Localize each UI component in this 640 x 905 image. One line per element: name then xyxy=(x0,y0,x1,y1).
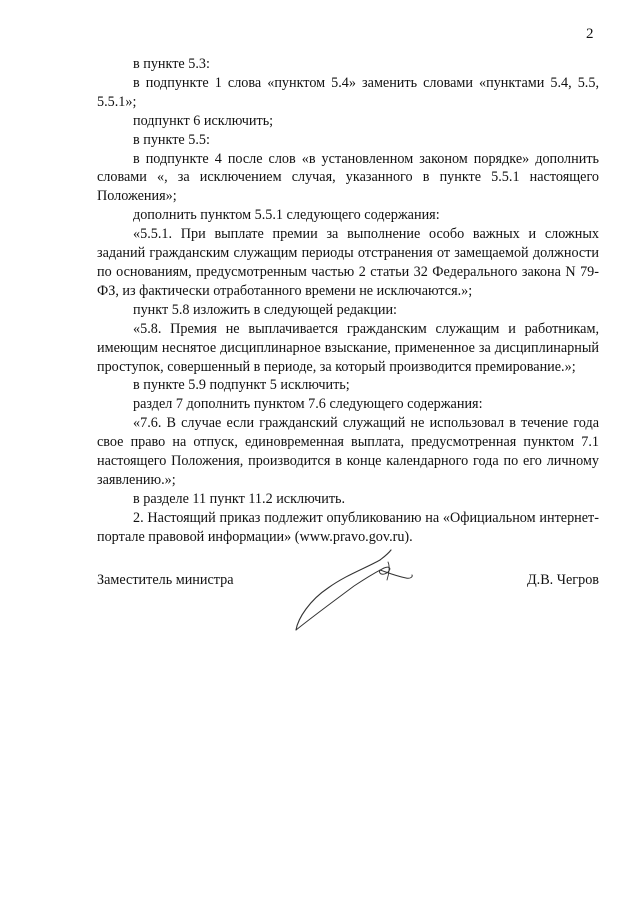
document-body xyxy=(97,55,599,547)
paragraph: в подпункте 4 после слов «в установленном законом порядке» дополнить словами «, за исключением случая, указанного в пункте 5.5.1 настоящего Положения»; xyxy=(97,150,599,205)
signer-title: Заместитель министра xyxy=(97,572,234,588)
paragraph: в пункте 5.9 подпункт 5 исключить; xyxy=(133,377,350,394)
handwritten-signature xyxy=(288,548,418,638)
signer-name: Д.В. Чегров xyxy=(526,572,599,588)
paragraph: в пункте 5.3: xyxy=(133,56,210,72)
page-number: 2 xyxy=(586,26,594,42)
paragraph: «7.6. В случае если гражданский служащий не использовал в течение года свое право на отпуск, единовременная выплата, предусмотренная пунктом 7.1 настоящего Положения, производится в конце календарного года по его личному заявлению.»; xyxy=(97,415,599,488)
paragraph: подпункт 6 исключить; xyxy=(133,112,274,129)
paragraph: «5.5.1. При выплате премии за выполнение особо важных и сложных заданий гражданским служащим периоды отстранения от замещаемой должности по основаниям, предусмотренным частью 2 статьи 32 Федерального закона N 79-ФЗ, из фактически отработанного времени не исключаются.»; xyxy=(97,226,599,299)
paragraph: в разделе 11 пункт 11.2 исключить. xyxy=(133,490,346,507)
paragraph: 2. Настоящий приказ подлежит опубликованию на «Официальном интернет-портале правовой информации» (www.pravo.gov.ru). xyxy=(97,509,599,545)
paragraph: пункт 5.8 изложить в следующей редакции: xyxy=(133,301,397,318)
paragraph: раздел 7 дополнить пунктом 7.6 следующего содержания: xyxy=(133,396,483,413)
paragraph: в подпункте 1 слова «пунктом 5.4» заменить словами «пунктами 5.4, 5.5, 5.5.1»; xyxy=(97,74,599,110)
paragraph: дополнить пунктом 5.5.1 следующего содержания: xyxy=(133,207,440,224)
paragraph: в пункте 5.5: xyxy=(133,131,210,148)
paragraph: «5.8. Премия не выплачивается гражданским служащим и работникам, имеющим неснятое дисциплинарное взыскание, примененное за дисциплинарный проступок, совершенный в периоде, за который производится премирование.»; xyxy=(97,320,599,375)
